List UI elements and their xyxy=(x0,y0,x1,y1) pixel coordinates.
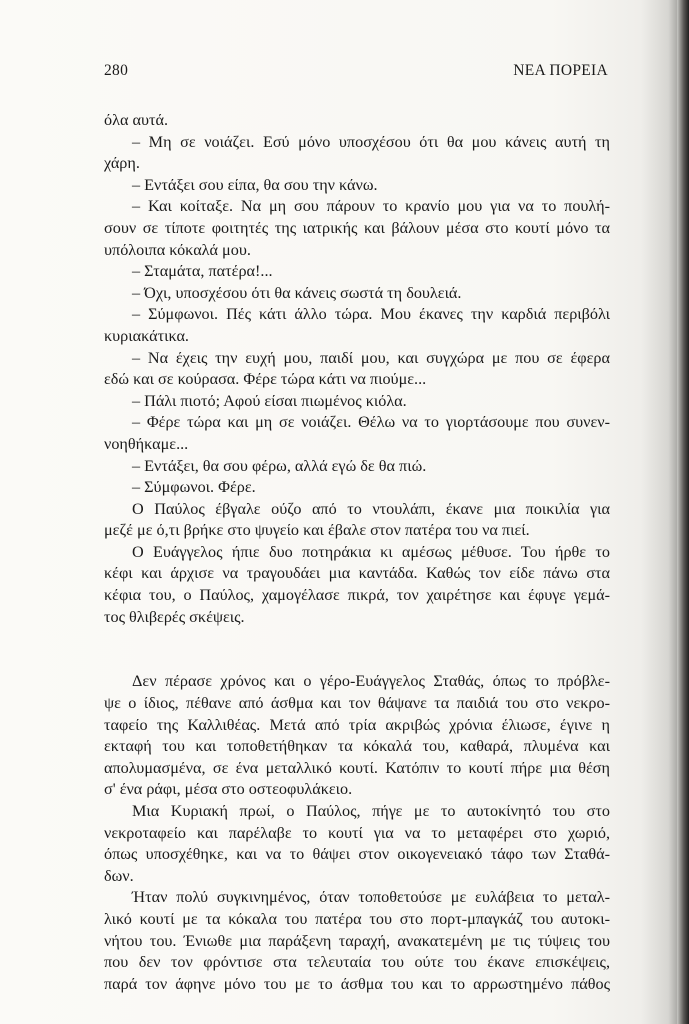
text-line: χάρη. xyxy=(104,154,140,173)
text-line: κέφι και άρχισε να τραγουδάει μια καντάδα. Καθώς τον είδε πάνω στα xyxy=(104,564,610,583)
text-line: – Σύμφωνοι. Πές κάτι άλλο τώρα. Μου έκανες την καρδιά περιβόλι xyxy=(132,305,610,324)
text-line: σ' ένα ράφι, μέσα στο οστεοφυλάκειο. xyxy=(104,780,353,799)
text-line: μεζέ με ό,τι βρήκε στο ψυγείο και έβαλε στον πατέρα του να πιεί. xyxy=(104,521,530,540)
text-line: σουν σε τίποτε φοιτητές της ιατρικής και βάλουν μέσα στο κουτί μόνο τα xyxy=(104,218,610,237)
text-line: Μια Κυριακή πρωί, ο Παύλος, πήγε με το αυτοκίνητό του στο xyxy=(132,802,610,820)
text-line: κέφια του, ο Παύλος, χαμογέλασε πικρά, τον χαιρέτησε και έφυγε γεμά- xyxy=(104,586,610,605)
text-line: νοηθήκαμε... xyxy=(104,434,189,453)
text-line: ταφείο της Καλλιθέας. Μετά από τρία ακριβώς χρόνια έλιωσε, έγινε η xyxy=(104,715,610,734)
text-line: – Και κοίταξε. Να μη σου πάρουν το κρανίο μου για να το πουλή- xyxy=(132,197,610,216)
running-head xyxy=(104,62,608,84)
body-text xyxy=(104,110,610,995)
text-line: Ήταν πολύ συγκινημένος, όταν τοποθετούσε με ευλάβεια το μεταλ- xyxy=(132,888,610,907)
running-title: ΝΕΑ ΠΟΡΕΙΑ xyxy=(513,62,608,79)
text-line: – Να έχεις την ευχή μου, παιδί μου, και συγχώρα με που σε έφερα xyxy=(132,348,610,367)
text-line: λικό κουτί με τα κόκαλα του πατέρα του στο πορτ-μπαγκάζ του αυτοκι- xyxy=(104,909,610,928)
text-line: παρά τον άφηνε μόνο του με το άσθμα του και το αρρωστημένο πάθος xyxy=(104,974,610,993)
text-line: όπως υποσχέθηκε, και να το θάψει στον οικογενειακό τάφο των Σταθά- xyxy=(104,845,610,864)
section-break xyxy=(104,650,610,672)
text-line: Δεν πέρασε χρόνος και ο γέρο-Ευάγγελος Σταθάς, όπως το πρόβλε- xyxy=(132,672,610,691)
text-line: Ο Ευάγγελος ήπιε δυο ποτηράκια κι αμέσως μέθυσε. Του ήρθε το xyxy=(132,542,610,561)
page-number: 280 xyxy=(104,62,129,79)
text-line: κυριακάτικα. xyxy=(104,326,189,345)
text-line: – Πάλι πιοτό; Αφού είσαι πιωμένος κιόλα. xyxy=(132,391,407,410)
text-line: εδώ και σε κούρασα. Φέρε τώρα κάτι να πιούμε... xyxy=(104,370,427,389)
text-line: Ο Παύλος έβγαλε ούζο από το ντουλάπι, έκανε μια ποικιλία για xyxy=(132,499,610,518)
text-line: απολυμασμένα, σε ένα μεταλλικό κουτί. Κατόπιν το κουτί πήρε μια θέση xyxy=(104,758,610,777)
text-line: – Σύμφωνοι. Φέρε. xyxy=(132,478,256,497)
text-line: – Σταμάτα, πατέρα!... xyxy=(132,262,273,281)
text-line: νήτου του. Ένιωθε μια παράξενη ταραχή, ανακατεμένη με τις τύψεις του xyxy=(104,931,610,950)
text-line: υπόλοιπα κόκαλά μου. xyxy=(104,240,251,259)
text-line: – Εντάξει σου είπα, θα σου την κάνω. xyxy=(132,175,378,194)
text-line: νεκροταφείο και παρέλαβε το κουτί για να το μεταφέρει στο χωριό, xyxy=(104,823,610,842)
text-line: εκταφή του και τοποθετήθηκαν τα κόκαλά του, καθαρά, πλυμένα και xyxy=(104,737,610,756)
book-spine-shadow xyxy=(677,0,689,1024)
text-line: τος θλιβερές σκέψεις. xyxy=(104,607,245,626)
text-line: – Φέρε τώρα και μη σε νοιάζει. Θέλω να το γιορτάσουμε που συνεν- xyxy=(132,413,610,432)
text-line: ψε ο ίδιος, πέθανε από άσθμα και τον θάψανε τα παιδιά του στο νεκρο- xyxy=(104,694,610,713)
text-line: – Εντάξει, θα σου φέρω, αλλά εγώ δε θα πιώ. xyxy=(132,456,427,475)
text-line: – Όχι, υποσχέσου ότι θα κάνεις σωστά τη δουλειά. xyxy=(132,283,462,302)
text-line: που δεν τον φρόντισε στα τελευταία του ούτε του έκανε επισκέψεις, xyxy=(104,953,610,972)
text-line: δων. xyxy=(104,866,134,885)
text-line: όλα αυτά. xyxy=(104,111,168,129)
text-line: – Μη σε νοιάζει. Εσύ μόνο υποσχέσου ότι θα μου κάνεις αυτή τη xyxy=(132,132,610,151)
section-break xyxy=(104,628,610,650)
